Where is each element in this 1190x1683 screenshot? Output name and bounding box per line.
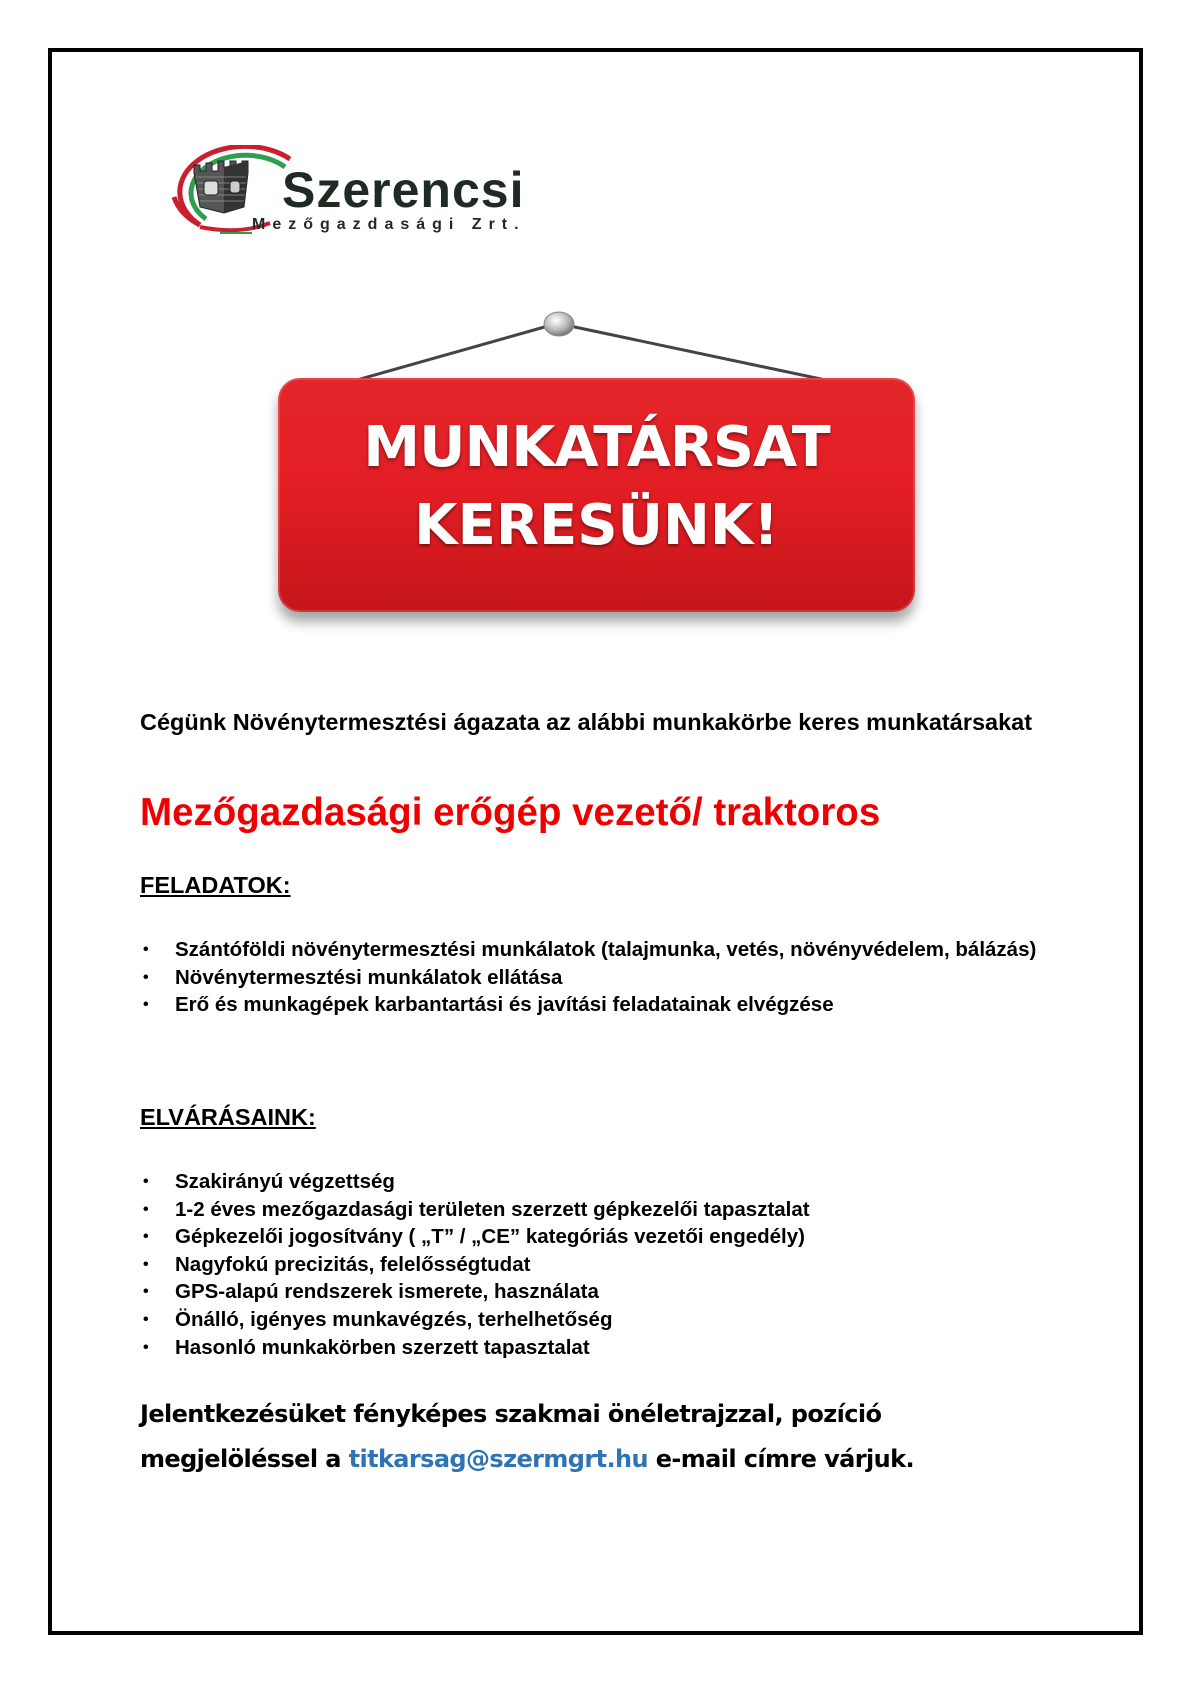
closing-paragraph <box>140 1392 1060 1482</box>
bullet-icon: • <box>143 1255 149 1273</box>
requirements-heading: ELVÁRÁSAINK: <box>140 1104 316 1130</box>
requirements-list <box>140 1168 1040 1361</box>
bullet-icon: • <box>143 941 149 958</box>
list-item: • Erő és munkagépek karbantartási és javítási feladatainak elvégzése <box>140 991 1040 1019</box>
list-item: • Gépkezelői jogosítvány ( „T” / „CE” kategóriás vezetői engedély) <box>140 1223 1040 1251</box>
bullet-icon: • <box>143 968 149 986</box>
logo-name: Szerencsi <box>282 162 525 218</box>
list-item: • GPS-alapú rendszerek ismerete, használata <box>140 1278 1040 1306</box>
closing-line-1: Jelentkezésüket fényképes szakmai önéletrajzzal, pozíció <box>140 1400 882 1428</box>
list-item: • Nagyfokú precizitás, felelősségtudat <box>140 1251 1040 1279</box>
bullet-icon: • <box>143 1283 149 1301</box>
email-link[interactable]: titkarsag@szermgrt.hu <box>348 1445 648 1473</box>
tasks-list <box>140 936 1040 1019</box>
bullet-icon: • <box>143 1338 149 1356</box>
sign-board <box>278 378 915 612</box>
list-item: • Szakirányú végzettség <box>140 1168 1040 1196</box>
bullet-icon: • <box>143 1228 149 1246</box>
bullet-icon: • <box>143 1173 149 1190</box>
sign-line-2: KERESÜNK! <box>414 493 779 558</box>
logo-subtitle: Mezőgazdasági Zrt. <box>252 216 526 233</box>
sign-line-1: MUNKATÁRSAT <box>363 415 830 480</box>
intro-text: Cégünk Növénytermesztési ágazata az alábbi munkakörbe keres munkatársakat <box>140 709 1033 735</box>
bullet-icon: • <box>143 1310 149 1328</box>
closing-line-2: megjelöléssel a titkarsag@szermgrt.hu e-mail címre várjuk. <box>140 1445 914 1473</box>
list-item: • 1-2 éves mezőgazdasági területen szerzett gépkezelői tapasztalat <box>140 1196 1040 1224</box>
bullet-icon: • <box>143 996 149 1014</box>
nail-icon <box>544 312 574 336</box>
job-title: Mezőgazdasági erőgép vezető/ traktoros <box>140 791 881 834</box>
hanging-sign <box>270 310 930 630</box>
list-item: • Szántóföldi növénytermesztési munkálatok (talajmunka, vetés, növényvédelem, bálázás) <box>140 936 1040 964</box>
list-item: • Növénytermesztési munkálatok ellátása <box>140 964 1040 992</box>
list-item: • Hasonló munkakörben szerzett tapasztalat <box>140 1334 1040 1362</box>
tasks-heading: FELADATOK: <box>140 872 291 898</box>
list-item: • Önálló, igényes munkavégzés, terhelhetőség <box>140 1306 1040 1334</box>
bullet-icon: • <box>143 1200 149 1218</box>
company-logo <box>160 145 600 250</box>
